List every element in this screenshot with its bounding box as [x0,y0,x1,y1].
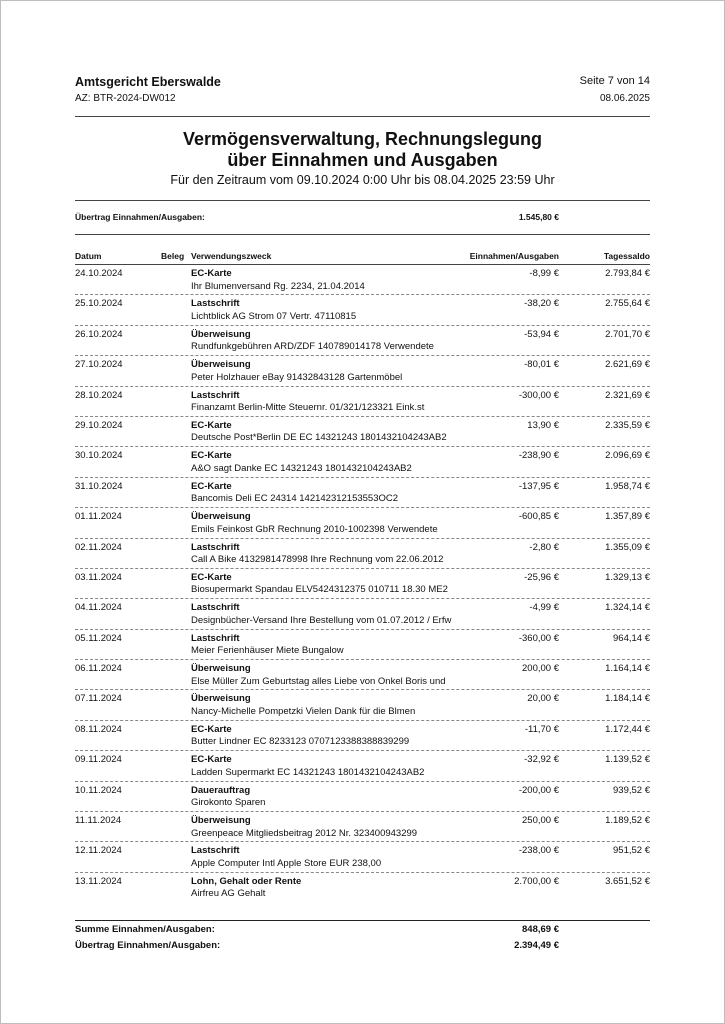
row-type: Überweisung [191,511,251,523]
title-line-2: über Einnahmen und Ausgaben [227,150,498,170]
row-amount: -38,20 € [524,298,559,310]
row-description: Meier Ferienhäuser Miete Bungalow [191,645,344,657]
row-type: EC-Karte [191,450,232,462]
row-date: 10.11.2024 [75,784,122,796]
carry-in-label: Übertrag Einnahmen/Ausgaben: [75,212,205,222]
sum-amount: 848,69 € [522,924,559,935]
row-description: Bancomis Deli EC 24314 142142312153553OC2 [191,493,399,505]
row-description: Rundfunkgebühren ARD/ZDF 140789014178 Verwendete [191,341,434,353]
row-date: 03.11.2024 [75,571,122,583]
table-row [75,690,650,720]
carry-in-row [75,212,650,226]
row-date: 06.11.2024 [75,663,122,675]
row-balance: 1.184,14 € [605,693,650,705]
table-row [75,842,650,872]
row-date: 07.11.2024 [75,693,122,705]
row-amount: -300,00 € [518,389,559,401]
row-description: Apple Computer Intl Apple Store EUR 238,00 [191,857,382,869]
row-date: 04.11.2024 [75,602,122,614]
row-description: Ihr Blumenversand Rg. 2234, 21.04.2014 [191,280,365,292]
row-description: Girokonto Sparen [191,797,266,809]
row-balance: 2.755,64 € [605,298,650,310]
row-type: Überweisung [191,359,251,371]
row-type: Überweisung [191,328,251,340]
period-subtitle: Für den Zeitraum vom 09.10.2024 0:00 Uhr bis 08.04.2025 23:59 Uhr [170,173,555,187]
title-line-1: Vermögensverwaltung, Rechnungslegung [182,129,543,149]
row-balance: 1.355,09 € [605,541,650,553]
row-balance: 1.329,13 € [605,571,650,583]
column-header-date: Datum [75,251,102,261]
row-type: Überweisung [191,815,251,827]
row-date: 26.10.2024 [75,328,123,340]
table-row [75,660,650,690]
row-description: Call A Bike 4132981478998 Ihre Rechnung vom 22.06.2012 [191,554,444,566]
row-date: 11.11.2024 [75,815,122,827]
row-amount: -80,01 € [524,359,559,371]
row-description: A&O sagt Danke EC 14321243 1801432104243AB2 [191,462,412,474]
table-row [75,265,650,295]
row-date: 09.11.2024 [75,754,122,766]
carry-in-amount: 1.545,80 € [518,212,559,222]
table-row [75,295,650,325]
column-header-purpose: Verwendungszweck [191,251,272,261]
row-date: 24.10.2024 [75,268,123,279]
sum-row [75,924,650,938]
carry-out-row [75,940,650,954]
row-balance: 1.164,14 € [605,663,650,675]
row-date: 08.11.2024 [75,723,122,735]
table-row [75,812,650,842]
row-type: Lastschrift [191,602,240,614]
row-balance: 1.189,52 € [605,815,650,827]
transaction-table [75,265,650,903]
table-row [75,569,650,599]
row-balance: 1.139,52 € [605,754,650,766]
row-type: EC-Karte [191,754,232,766]
row-date: 12.11.2024 [75,845,122,857]
row-type: EC-Karte [191,571,232,583]
row-balance: 2.335,59 € [605,419,650,431]
row-amount: -4,99 € [529,602,559,614]
row-balance: 1.357,89 € [605,511,650,523]
table-header [75,251,650,265]
row-amount: 20,00 € [527,693,559,705]
table-row [75,356,650,386]
row-date: 25.10.2024 [75,298,123,310]
row-balance: 2.621,69 € [605,359,650,371]
row-balance: 939,52 € [613,784,650,796]
row-description: Deutsche Post*Berlin DE EC 14321243 1801432104243AB2 [191,432,447,444]
table-row [75,782,650,812]
row-balance: 964,14 € [613,632,650,644]
divider [75,234,650,235]
row-description: Greenpeace Mitgliedsbeitrag 2012 Nr. 323400943299 [191,827,418,839]
row-amount: -8,99 € [529,268,559,279]
page-header [75,75,650,105]
row-date: 05.11.2024 [75,632,122,644]
table-row [75,387,650,417]
table-row [75,873,650,903]
row-description: Peter Holzhauer eBay 91432843128 Gartenmöbel [191,371,403,383]
row-balance: 2.096,69 € [605,450,650,462]
row-amount: -200,00 € [518,784,559,796]
row-balance: 951,52 € [613,845,650,857]
row-date: 27.10.2024 [75,359,123,371]
row-type: EC-Karte [191,268,232,279]
row-amount: 2.700,00 € [514,875,559,887]
page-number: Seite 7 von 14 [579,75,650,87]
row-type: Lastschrift [191,541,240,553]
divider [75,200,650,201]
table-row [75,751,650,781]
table-row [75,478,650,508]
row-type: Lastschrift [191,845,240,857]
carry-out-label: Übertrag Einnahmen/Ausgaben: [75,940,221,951]
row-description: Finanzamt Berlin-Mitte Steuernr. 01/321/123321 Eink.st [191,402,425,414]
row-amount: -25,96 € [524,571,559,583]
column-header-balance: Tagessaldo [603,251,650,261]
divider [75,920,650,921]
table-row [75,417,650,447]
row-type: Überweisung [191,663,251,675]
row-date: 31.10.2024 [75,480,123,492]
row-date: 02.11.2024 [75,541,122,553]
row-date: 28.10.2024 [75,389,123,401]
row-description: Nancy-Michelle Pompetzki Vielen Dank für die Blmen [191,705,416,717]
row-type: Lastschrift [191,389,240,401]
row-amount: 200,00 € [522,663,559,675]
row-description: Ladden Supermarkt EC 14321243 1801432104243AB2 [191,766,425,778]
row-balance: 2.701,70 € [605,328,650,340]
row-date: 13.11.2024 [75,875,122,887]
row-balance: 1.172,44 € [605,723,650,735]
table-row [75,721,650,751]
table-row [75,326,650,356]
table-row [75,539,650,569]
row-balance: 1.958,74 € [605,480,650,492]
row-date: 30.10.2024 [75,450,123,462]
row-description: Designbücher-Versand Ihre Bestellung vom 01.07.2012 / Erfw [191,614,452,626]
table-row [75,447,650,477]
row-balance: 2.793,84 € [605,268,650,279]
case-number: AZ: BTR-2024-DW012 [75,93,176,104]
row-date: 29.10.2024 [75,419,123,431]
row-balance: 3.651,52 € [605,875,650,887]
row-amount: -238,90 € [518,450,559,462]
sum-label: Summe Einnahmen/Ausgaben: [75,924,215,935]
row-amount: -32,92 € [524,754,559,766]
court-name: Amtsgericht Eberswalde [75,75,221,89]
row-type: Überweisung [191,693,251,705]
row-date: 01.11.2024 [75,511,122,523]
row-type: EC-Karte [191,480,232,492]
document-title [75,129,650,171]
row-amount: -11,70 € [524,723,559,735]
row-amount: -137,95 € [518,480,559,492]
row-description: Biosupermarkt Spandau ELV5424312375 010711 18.30 ME2 [191,584,448,596]
row-type: Dauerauftrag [191,784,251,796]
row-type: Lastschrift [191,632,240,644]
row-description: Emils Feinkost GbR Rechnung 2010-1002398 Verwendete [191,523,438,535]
row-type: EC-Karte [191,723,232,735]
row-description: Else Müller Zum Geburtstag alles Liebe von Onkel Boris und [191,675,446,687]
row-amount: -238,00 € [518,845,559,857]
row-amount: 13,90 € [527,419,559,431]
row-description: Lichtblick AG Strom 07 Vertr. 47110815 [191,310,357,322]
row-amount: -2,80 € [529,541,559,553]
row-amount: -53,94 € [524,328,559,340]
row-amount: -600,85 € [518,511,559,523]
row-description: Butter Lindner EC 8233123 0707123388388839299 [191,736,410,748]
row-type: EC-Karte [191,419,232,431]
row-amount: 250,00 € [522,815,559,827]
row-balance: 1.324,14 € [605,602,650,614]
table-row [75,599,650,629]
row-amount: -360,00 € [518,632,559,644]
table-row [75,508,650,538]
document-date: 08.06.2025 [599,93,650,104]
row-balance: 2.321,69 € [605,389,650,401]
column-header-amount: Einnahmen/Ausgaben [469,251,559,261]
row-type: Lastschrift [191,298,240,310]
carry-out-amount: 2.394,49 € [514,940,559,951]
column-header-receipt: Beleg [161,251,185,261]
row-type: Lohn, Gehalt oder Rente [191,875,302,887]
row-description: Airfreu AG Gehalt [191,888,266,900]
table-row [75,630,650,660]
divider [75,116,650,117]
